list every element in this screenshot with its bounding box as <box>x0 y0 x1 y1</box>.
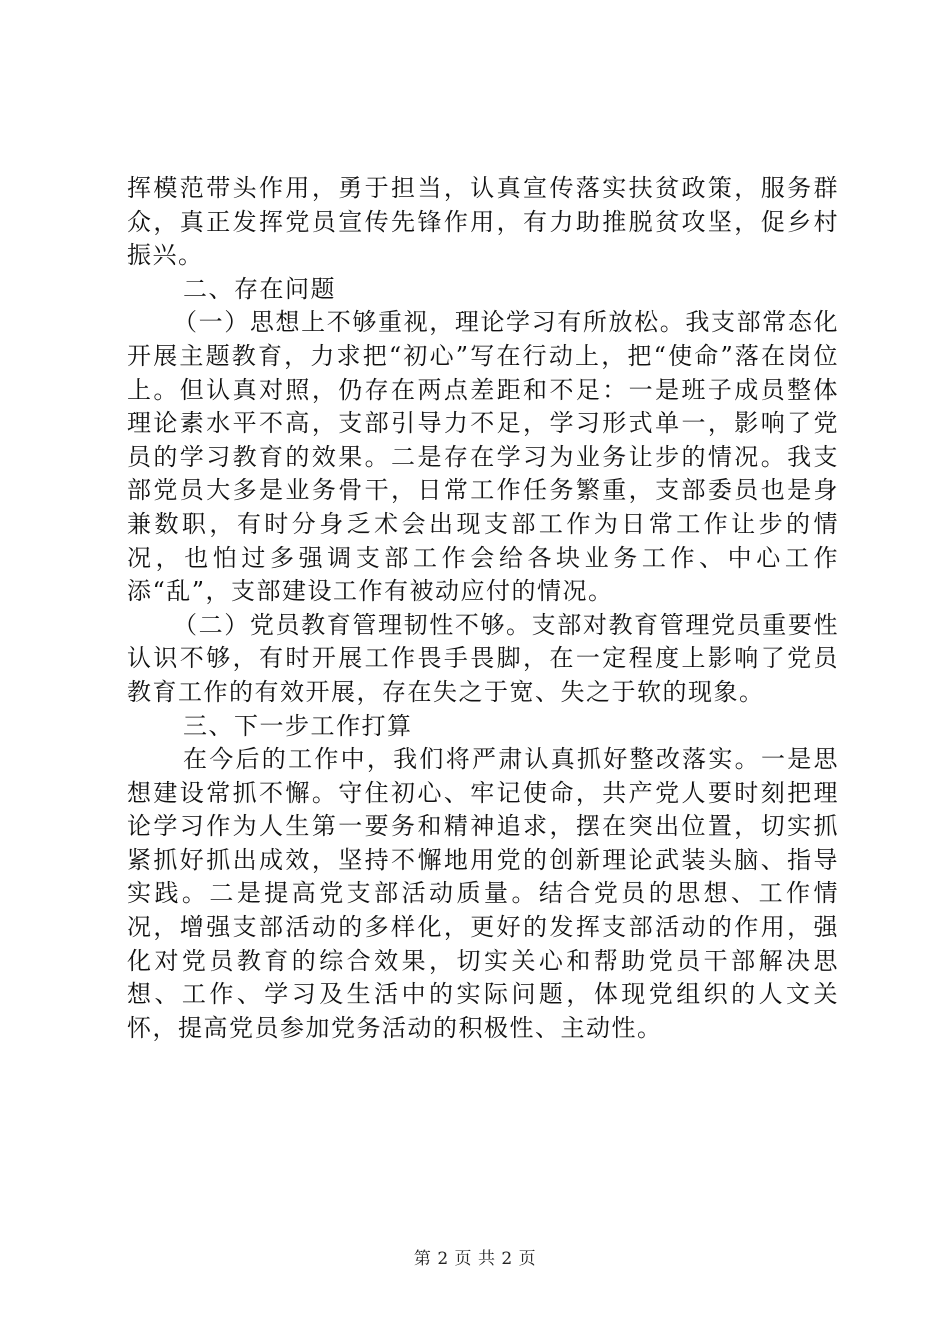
document-body <box>127 172 839 1045</box>
page-footer: 第 2 页 共 2 页 <box>413 1249 537 1269</box>
body-paragraph-problem-1: （一）思想上不够重视，理论学习有所放松。我支部常态化开展主题教育，力求把“初心”写在行动上，把“使命”落在岗位上。但认真对照，仍存在两点差距和不足：一是班子成员整体理论素水平不高，支部引导力不足，学习形式单一，影响了党员的学习教育的效果。二是存在学习为业务让步的情况。我支部党员大多是业务骨干，日常工作任务繁重，支部委员也是身兼数职，有时分身乏术会出现支部工作为日常工作让步的情况，也怕过多强调支部工作会给各块业务工作、中心工作添“乱”，支部建设工作有被动应付的情况。 <box>127 308 839 606</box>
section-heading-problems: 二、存在问题 <box>183 274 336 303</box>
body-paragraph-problem-2: （二）党员教育管理韧性不够。支部对教育管理党员重要性认识不够，有时开展工作畏手畏脚，在一定程度上影响了党员教育工作的有效开展，存在失之于宽、失之于软的现象。 <box>127 610 839 706</box>
section-heading-next-steps: 三、下一步工作打算 <box>183 711 413 740</box>
body-paragraph-continued: 挥模范带头作用，勇于担当，认真宣传落实扶贫政策，服务群众，真正发挥党员宣传先锋作用，有力助推脱贫攻坚，促乡村振兴。 <box>127 174 839 270</box>
body-paragraph-next-steps: 在今后的工作中，我们将严肃认真抓好整改落实。一是思想建设常抓不懈。守住初心、牢记使命，共产党人要时刻把理论学习作为人生第一要务和精神追求，摆在突出位置，切实抓紧抓好抓出成效，坚持不懈地用党的创新理论武装头脑、指导实践。二是提高党支部活动质量。结合党员的思想、工作情况，增强支部活动的多样化，更好的发挥支部活动的作用，强化对党员教育的综合效果，切实关心和帮助党员干部解决思想、工作、学习及生活中的实际问题，体现党组织的人文关怀，提高党员参加党务活动的积极性、主动性。 <box>127 745 839 1042</box>
